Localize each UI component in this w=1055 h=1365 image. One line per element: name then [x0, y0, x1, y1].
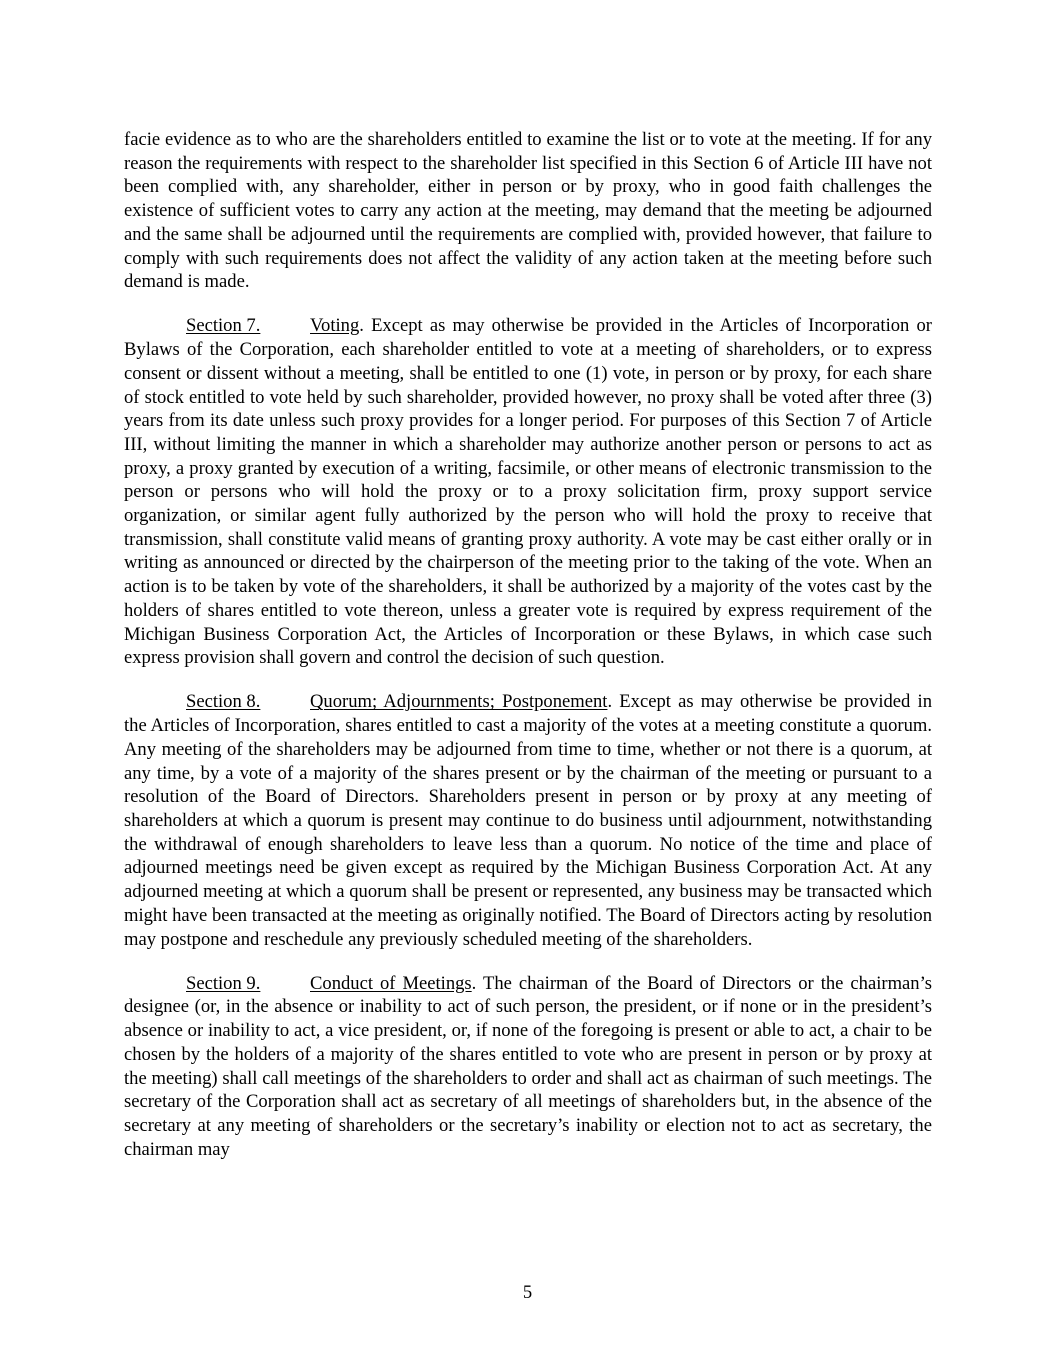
- paragraph-text: facie evidence as to who are the shareholders entitled to examine the list or to vote at the meeting. If for any reason the requirements with respect to the shareholder list specified in this Section 6 of Article III have not been complied with, any shareholder, either in person or by proxy, who in good faith challenges the existence of sufficient votes to carry any action at the meeting, may demand that the meeting be adjourned and the same shall be adjourned until the requirements are complied with, provided however, that failure to comply with such requirements does not affect the validity of any action taken at the meeting before such demand is made.: [124, 129, 932, 293]
- section-heading: Conduct of Meetings: [310, 972, 472, 994]
- paragraph-text: . Except as may otherwise be provided in the Articles of Incorporation or Bylaws of the Corporation, each shareholder entitled to vote at a meeting of shareholders, or to express consent or dissent without a meeting, shall be entitled to one (1) vote, in person or by proxy, for each share of stock entitled to vote held by such shareholder, provided however, no proxy shall be voted after three (3) years from its date unless such proxy provides for a longer period. For purposes of this Section 7 of Article III, without limiting the manner in which a shareholder may authorize another person or persons to act as proxy, a proxy granted by execution of a writing, facsimile, or other means of electronic transmission to the person or persons who will hold the proxy or to a proxy solicitation firm, proxy support service organization, or similar agent fully authorized by the person who will hold the proxy to receive that transmission, shall constitute valid means of granting proxy authority. A vote may be cast either orally or in writing as announced or directed by the chairperson of the meeting prior to the taking of the vote. When an action is to be taken by vote of the shareholders, it shall be authorized by a majority of the votes cast by the holders of shares entitled to vote thereon, unless a greater vote is required by express requirement of the Michigan Business Corporation Act, the Articles of Incorporation or these Bylaws, in which case such express provision shall govern and control the decision of such question.: [124, 315, 932, 669]
- section-heading: Quorum; Adjournments; Postponement: [310, 691, 608, 713]
- paragraph-section-8: [124, 690, 932, 951]
- section-number: Section 7.: [186, 315, 261, 337]
- page-number: 5: [522, 1282, 533, 1303]
- paragraph-section-7: [124, 314, 932, 670]
- document-page: [124, 128, 932, 1182]
- section-heading: Voting: [310, 315, 360, 337]
- paragraph-shareholder-list: [124, 128, 932, 294]
- section-number: Section 9.: [186, 972, 261, 994]
- paragraph-text: . Except as may otherwise be provided in the Articles of Incorporation, shares entitled to cast a majority of the votes at a meeting constitute a quorum. Any meeting of the shareholders may be adjourned from time to time, whether or not there is a quorum, at any time, by a vote of a majority of the shares present or by the chairman of the meeting or pursuant to a resolution of the Board of Directors. Shareholders present in person or by proxy at any meeting of shareholders at which a quorum is present may continue to do business until adjournment, notwithstanding the withdrawal of enough shareholders to leave less than a quorum. No notice of the time and place of adjourned meetings need be given except as required by the Michigan Business Corporation Act. At any adjourned meeting at which a quorum shall be present or represented, any business may be transacted which might have been transacted at the meeting as originally notified. The Board of Directors acting by resolution may postpone and reschedule any previously scheduled meeting of the shareholders.: [124, 691, 932, 950]
- paragraph-text: . The chairman of the Board of Directors or the chairman’s designee (or, in the absence or inability to act of such person, the president, or if none or in the president’s absence or inability to act, a vice president, or, if none of the foregoing is present or able to act, a chair to be chosen by the holders of a majority of the shares entitled to vote who are present in person or by proxy at the meeting) shall call meetings of the shareholders to order and shall act as chairman of such meetings. The secretary of the Corporation shall act as secretary of all meetings of shareholders but, in the absence of the secretary at any meeting of shareholders or the secretary’s inability or election not to act as secretary, the chairman may: [124, 972, 932, 1160]
- paragraph-section-9: [124, 972, 932, 1162]
- section-number: Section 8.: [186, 691, 261, 713]
